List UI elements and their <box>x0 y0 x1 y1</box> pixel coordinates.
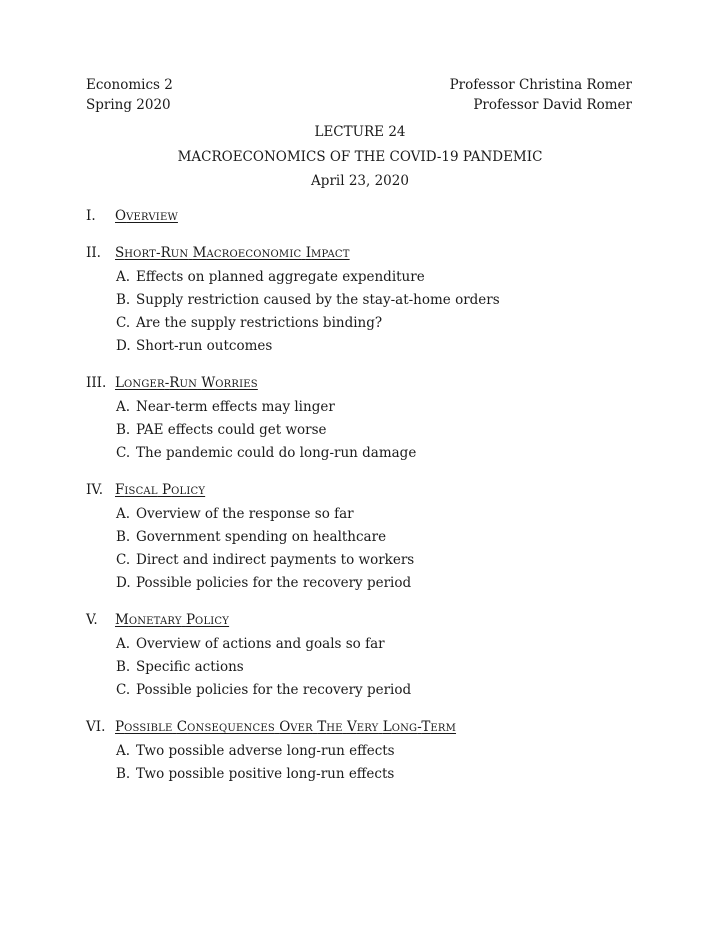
item-text: Specific actions <box>136 658 244 675</box>
item-text: PAE effects could get worse <box>136 421 327 438</box>
item-letter: B. <box>116 658 131 675</box>
instructor-info <box>450 75 632 115</box>
outline-item <box>116 269 425 285</box>
section-numeral: V. <box>86 612 98 628</box>
outline-item <box>116 315 382 331</box>
item-text: Two possible adverse long-run effects <box>136 742 395 759</box>
outline-item <box>116 636 385 652</box>
item-letter: C. <box>116 314 131 331</box>
section-title: LONGER-RUN WORRIES <box>115 375 258 391</box>
course-term: Spring 2020 <box>86 97 171 113</box>
item-text: Are the supply restrictions binding? <box>136 314 383 331</box>
professor-name: Professor David Romer <box>473 97 632 113</box>
course-info <box>86 75 173 115</box>
outline-item <box>116 552 414 568</box>
item-letter: A. <box>116 505 131 522</box>
item-text: Short-run outcomes <box>136 338 273 355</box>
item-letter: A. <box>116 742 131 759</box>
item-text: The pandemic could do long-run damage <box>136 444 417 461</box>
lecture-title: MACROECONOMICS OF THE COVID-19 PANDEMIC <box>177 149 543 165</box>
outline-item <box>116 529 386 545</box>
section-numeral: II. <box>86 245 101 261</box>
section-numeral: IV. <box>86 482 104 498</box>
outline-item <box>116 575 411 591</box>
section-numeral: III. <box>86 375 107 391</box>
item-text: Government spending on healthcare <box>136 528 387 545</box>
item-letter: C. <box>116 444 131 461</box>
outline-item <box>116 506 354 522</box>
item-letter: D. <box>116 338 131 355</box>
outline-item <box>116 338 272 354</box>
outline-item <box>116 766 394 782</box>
item-letter: C. <box>116 551 131 568</box>
lecture-date: April 23, 2020 <box>311 173 409 189</box>
section-title: MONETARY POLICY <box>115 612 230 628</box>
item-letter: B. <box>116 291 131 308</box>
item-text: Supply restriction caused by the stay-at-home orders <box>136 291 500 308</box>
item-letter: B. <box>116 528 131 545</box>
section-numeral: I. <box>86 208 96 224</box>
item-letter: B. <box>116 421 131 438</box>
item-letter: B. <box>116 765 131 782</box>
section-title: FISCAL POLICY <box>115 482 206 498</box>
outline-item <box>116 399 335 415</box>
lecture-number: LECTURE 24 <box>314 124 406 140</box>
item-letter: C. <box>116 681 131 698</box>
item-text: Overview of the response so far <box>136 505 354 522</box>
outline-item <box>116 422 327 438</box>
course-name: Economics 2 <box>86 77 173 93</box>
outline-item <box>116 743 395 759</box>
item-text: Possible policies for the recovery period <box>136 575 412 592</box>
item-text: Overview of actions and goals so far <box>136 635 385 652</box>
item-letter: D. <box>116 575 131 592</box>
item-text: Direct and indirect payments to workers <box>136 551 415 568</box>
item-letter: A. <box>116 268 131 285</box>
outline-item <box>116 682 411 698</box>
item-text: Effects on planned aggregate expenditure <box>136 268 425 285</box>
section-title: SHORT-RUN MACROECONOMIC IMPACT <box>115 245 350 261</box>
outline-item <box>116 659 244 675</box>
section-numeral: VI. <box>86 719 106 735</box>
outline-item <box>116 445 416 461</box>
item-text: Possible policies for the recovery period <box>136 681 412 698</box>
item-letter: A. <box>116 635 131 652</box>
item-text: Two possible positive long-run effects <box>136 765 395 782</box>
item-text: Near-term effects may linger <box>136 398 335 415</box>
section-title: POSSIBLE CONSEQUENCES OVER THE VERY LONG-TERM <box>115 719 457 735</box>
outline-item <box>116 292 500 308</box>
item-letter: A. <box>116 398 131 415</box>
section-title: OVERVIEW <box>115 208 178 224</box>
professor-name: Professor Christina Romer <box>449 77 632 93</box>
